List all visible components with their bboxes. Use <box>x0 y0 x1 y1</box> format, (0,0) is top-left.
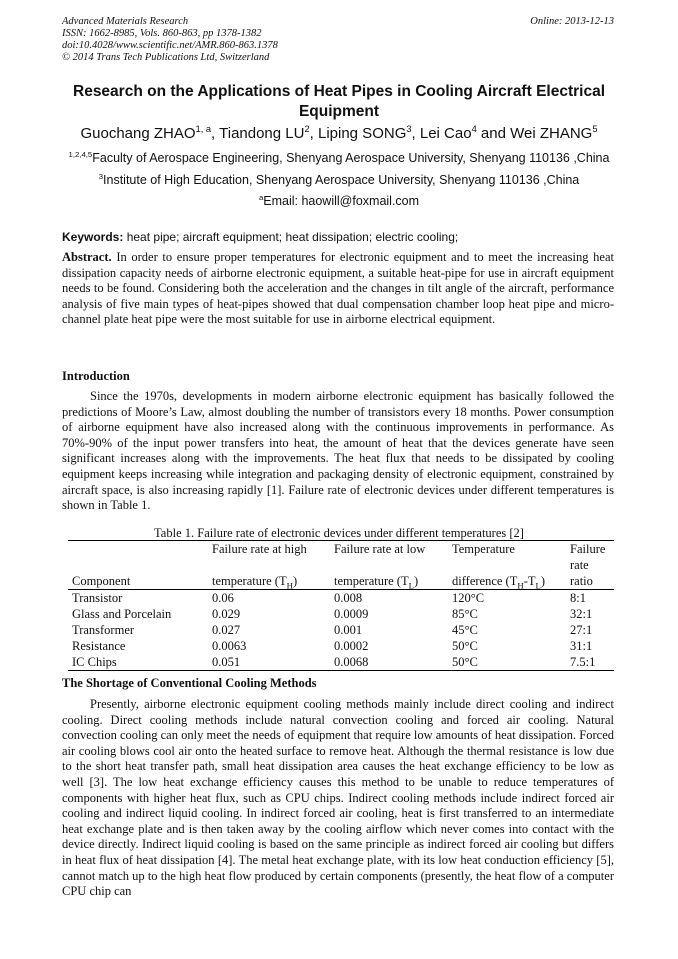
table-row <box>68 590 614 607</box>
affiliation-sup: 3 <box>98 171 104 181</box>
table-header-cell: Failure rate at low <box>330 541 448 558</box>
table-cell: 0.0063 <box>212 639 247 653</box>
header-tail: ) <box>292 574 298 588</box>
author-name: Tiandong LU <box>219 125 305 142</box>
table-cell: 32:1 <box>570 607 593 621</box>
table-row <box>68 606 614 622</box>
table-cell: IC Chips <box>68 654 208 671</box>
keywords-text: heat pipe; aircraft equipment; heat dissipation; electric cooling; <box>126 230 459 244</box>
header-sub: H <box>517 580 524 591</box>
affiliation-email <box>62 194 616 208</box>
affiliation-text: Institute of High Education, Shenyang Aerospace University, Shenyang 110136 ,China <box>103 173 580 187</box>
header-mid: -T <box>523 574 536 588</box>
table-row <box>68 654 614 671</box>
failure-rate-table <box>68 540 614 671</box>
table-cell: 50°C <box>452 639 478 653</box>
section-heading-shortage: The Shortage of Conventional Cooling Methods <box>62 676 317 690</box>
table-cell: Resistance <box>72 639 126 653</box>
author-name: Guochang ZHAO <box>80 125 196 142</box>
table-cell: 0.008 <box>334 591 363 605</box>
table-cell: 120°C <box>452 591 485 605</box>
abstract <box>62 250 614 328</box>
table-header-row <box>68 557 614 590</box>
table-row <box>68 622 614 638</box>
online-date: Online: 2013-12-13 <box>530 16 614 27</box>
table-cell: Glass and Porcelain <box>72 607 172 621</box>
table-cell: 0.027 <box>212 623 241 637</box>
header-tail: ) <box>540 574 546 588</box>
table-header-row <box>68 541 614 558</box>
doi-line: doi:10.4028/www.scientific.net/AMR.860-863.1378 <box>62 40 278 51</box>
affiliation-sup: 1,2,4,5 <box>68 149 93 159</box>
author-sep: , <box>411 125 420 142</box>
table-cell: Transistor <box>72 591 123 605</box>
table-cell: 8:1 <box>570 591 586 605</box>
header-text: temperature (T <box>212 574 287 588</box>
table-cell: 45°C <box>452 623 478 637</box>
header-sub: L <box>535 580 541 591</box>
keywords <box>62 230 616 244</box>
section-heading-introduction: Introduction <box>62 369 130 383</box>
table-header-cell: rate ratio <box>566 557 614 590</box>
abstract-text: In order to ensure proper temperatures for electronic equipment and to meet the increasing heat dissipation capacity needs of airborne electronic equipment, a suitable heat-pipe for use in aircraft equipment needs to be found. Considering both the acceleration and the changes in tilt angle of the aircraft, performance analysis of five main types of heat-pipes showed that dual compensation chamber loop heat pipe and micro-channel plate heat pipe were the most suitable for use in airborne electrical equipment. <box>62 250 614 327</box>
table-header-cell: Failure rate at high <box>208 541 330 558</box>
issn-line: ISSN: 1662-8985, Vols. 860-863, pp 1378-1382 <box>62 28 262 39</box>
table-cell: 7.5:1 <box>566 654 614 671</box>
journal-name: Advanced Materials Research <box>62 16 189 27</box>
paper-title: Research on the Applications of Heat Pipes in Cooling Aircraft Electrical Equipment <box>73 83 605 120</box>
affiliation-sup: a <box>258 192 264 202</box>
shortage-paragraph: Presently, airborne electronic equipment cooling methods mainly include direct cooling and indirect cooling. Direct cooling methods include natural convection cooling and forced air cooling. Natural convection cooling can only meet the needs of equipment that require low amounts of heat dissipation. Forced air cooling blows cool air onto the heated surface to remove heat. Although the thermal resistance is low due to the short heat transfer path, small heat dissipation area causes the heat exchange efficiency to be low as well [3]. The low heat exchange efficiency causes this method to be unable to reduce temperatures of components with higher heat flux, such as CPU chips. Indirect cooling methods include indirect forced air cooling and indirect liquid cooling. In indirect forced air cooling, heat is first transferred to an intermediate heat exchange plate and is then taken away by the cooling airflow which never comes into contact with the device directly. Indirect liquid cooling is based on the same principle as indirect forced air cooling but differs in heat flux of heat dissipation [4]. The metal heat exchange plate, with its low heat conduction efficiency [5], cannot match up to the high heat flow produced by certain components (presently, the heat flow of a computer CPU chip can <box>62 697 614 899</box>
affiliation-2 <box>62 173 616 187</box>
table-cell: 0.06 <box>212 591 234 605</box>
table-header-cell <box>330 557 448 590</box>
author-sep: and <box>476 125 511 142</box>
author-sup: 2 <box>304 124 310 134</box>
author-sup: 3 <box>406 124 412 134</box>
author-sep: , <box>309 125 318 142</box>
affiliation-text: Faculty of Aerospace Engineering, Shenyang Aerospace University, Shenyang 110136 ,China <box>92 151 610 165</box>
header-text: difference (T <box>452 574 518 588</box>
author-sup: 5 <box>592 124 598 134</box>
table-cell: 0.029 <box>212 607 241 621</box>
table-cell: 0.0002 <box>334 639 369 653</box>
table-cell: 0.051 <box>208 654 330 671</box>
table-header-cell: Temperature <box>448 541 566 558</box>
author-name: Liping SONG <box>317 125 407 142</box>
author-name: Wei ZHANG <box>510 125 593 142</box>
journal-header <box>62 16 278 64</box>
header-sub: H <box>286 580 293 591</box>
table-header-cell <box>448 557 566 590</box>
table-cell: 0.0068 <box>330 654 448 671</box>
table-header-cell <box>68 541 208 558</box>
table-caption: Table 1. Failure rate of electronic devices under different temperatures [2] <box>154 526 524 540</box>
table-header-cell <box>208 557 330 590</box>
table-cell: 0.0009 <box>334 607 369 621</box>
table-cell: 0.001 <box>334 623 363 637</box>
copyright-line: © 2014 Trans Tech Publications Ltd, Switzerland <box>62 52 270 63</box>
header-tail: ) <box>413 574 419 588</box>
keywords-label: Keywords: <box>62 230 124 244</box>
table-cell: 27:1 <box>570 623 593 637</box>
table-cell: 85°C <box>452 607 478 621</box>
author-sup: 1, a <box>195 124 212 134</box>
header-text: temperature (T <box>334 574 409 588</box>
table-header-cell: Failure <box>566 541 614 558</box>
table-cell: Transformer <box>72 623 135 637</box>
author-list <box>62 125 616 142</box>
table-header-cell: Component <box>68 557 208 590</box>
author-sep: , <box>211 125 220 142</box>
table-row <box>68 638 614 654</box>
email-text: Email: haowill@foxmail.com <box>263 194 420 208</box>
table-cell: 31:1 <box>570 639 593 653</box>
table-cell: 50°C <box>448 654 566 671</box>
author-name: Lei Cao <box>419 125 472 142</box>
header-sub: L <box>408 580 414 591</box>
affiliation-1 <box>62 151 616 165</box>
introduction-paragraph: Since the 1970s, developments in modern airborne electronic equipment has basically followed the predictions of Moore’s Law, almost doubling the number of transistors every 18 months. Power consumption of airborne equipment have also increased along with the continuous improvements in performance. As 70%-90% of the input power transfers into heat, the amount of heat that the devices generate have seen significant increases along with the improvements. The heat flux that needs to be dissipated by cooling equipment keeps increasing while integration and packaging density of electronic equipment, constrained by aircraft space, is also increasing rapidly [1]. Failure rate of electronic devices under different temperatures is shown in Table 1. <box>62 389 614 513</box>
author-sup: 4 <box>471 124 477 134</box>
abstract-label: Abstract. <box>62 250 112 264</box>
